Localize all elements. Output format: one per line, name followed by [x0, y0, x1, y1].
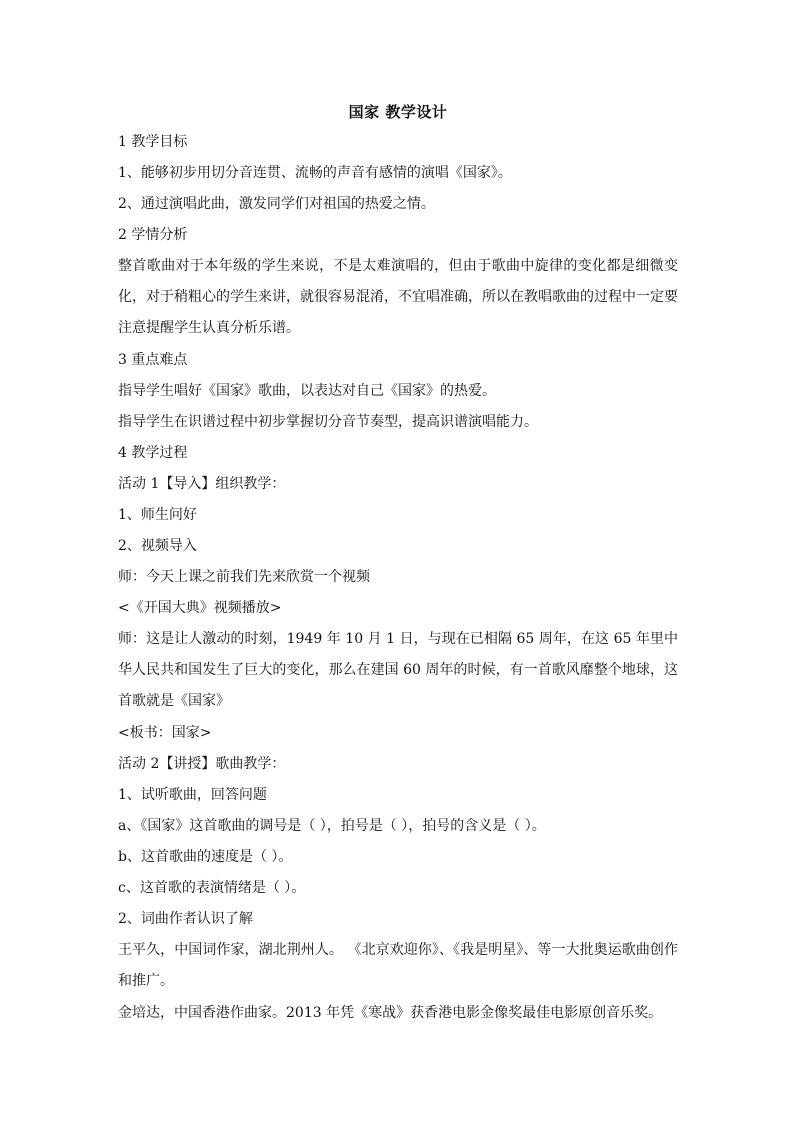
lyricist-intro: 王平久，中国词作家，湖北荆州人。 《北京欢迎你》、《我是明星》、等一大批奥运歌曲创作和推广。: [118, 942, 678, 989]
student-analysis-paragraph: 整首歌曲对于本年级的学生来说，不是太难演唱的，但由于歌曲中旋律的变化都是细微变化，对于稍粗心的学生来讲，就很容易混淆，不宜唱准确，所以在教唱歌曲的过程中一定要注意提醒学生认真分析乐谱。: [118, 258, 678, 336]
section-heading-key-points: 3 重点难点: [118, 352, 188, 368]
section-heading-teaching-goals: 1 教学目标: [118, 134, 188, 150]
activity-1-step-2: 2、视频导入: [118, 538, 197, 554]
section-heading-teaching-process: 4 教学过程: [118, 445, 188, 461]
teacher-line-2: 师：这是让人激动的时刻，1949 年 10 月 1 日，与现在已相隔 65 周年，在这 65 年里中华人民共和国发生了巨大的变化，那么在建国 60 周年的时候，有一首歌风靡整个地球，这首歌就是《国家》: [118, 631, 678, 709]
activity-2-step-1: 1、试听歌曲，回答问题: [118, 787, 267, 803]
question-a: a、《国家》这首歌曲的调号是（ ），拍号是（ ），拍号的含义是（ ）。: [118, 818, 546, 834]
question-c: c、这首歌的表演情绪是（ ）。: [118, 880, 306, 896]
key-point-2: 指导学生在识谱过程中初步掌握切分音节奏型，提高识谱演唱能力。: [118, 414, 538, 430]
question-b: b、这首歌曲的速度是（ ）。: [118, 849, 293, 865]
document-title: 国家 教学设计: [348, 103, 448, 121]
teacher-line-1: 师：今天上课之前我们先来欣赏一个视频: [118, 569, 370, 585]
activity-2-heading: 活动 2【讲授】歌曲教学：: [118, 756, 286, 772]
key-point-1: 指导学生唱好《国家》歌曲，以表达对自己《国家》的热爱。: [118, 383, 496, 399]
blackboard-note: <板书：国家>: [118, 725, 212, 741]
activity-1-step-1: 1、师生问好: [118, 507, 197, 523]
goal-item-2: 2、通过演唱此曲，激发同学们对祖国的热爱之情。: [118, 196, 435, 212]
video-note: <《开国大典》视频播放>: [118, 600, 282, 616]
goal-item-1: 1、能够初步用切分音连贯、流畅的声音有感情的演唱《国家》。: [118, 165, 512, 181]
activity-1-heading: 活动 1【导入】组织教学：: [118, 476, 286, 492]
document-page: [118, 102, 678, 1034]
activity-2-step-2: 2、词曲作者认识了解: [118, 911, 253, 927]
section-heading-student-analysis: 2 学情分析: [118, 227, 188, 243]
composer-intro: 金培达，中国香港作曲家。2013 年凭《寒战》获香港电影金像奖最佳电影原创音乐奖。: [118, 1005, 663, 1021]
